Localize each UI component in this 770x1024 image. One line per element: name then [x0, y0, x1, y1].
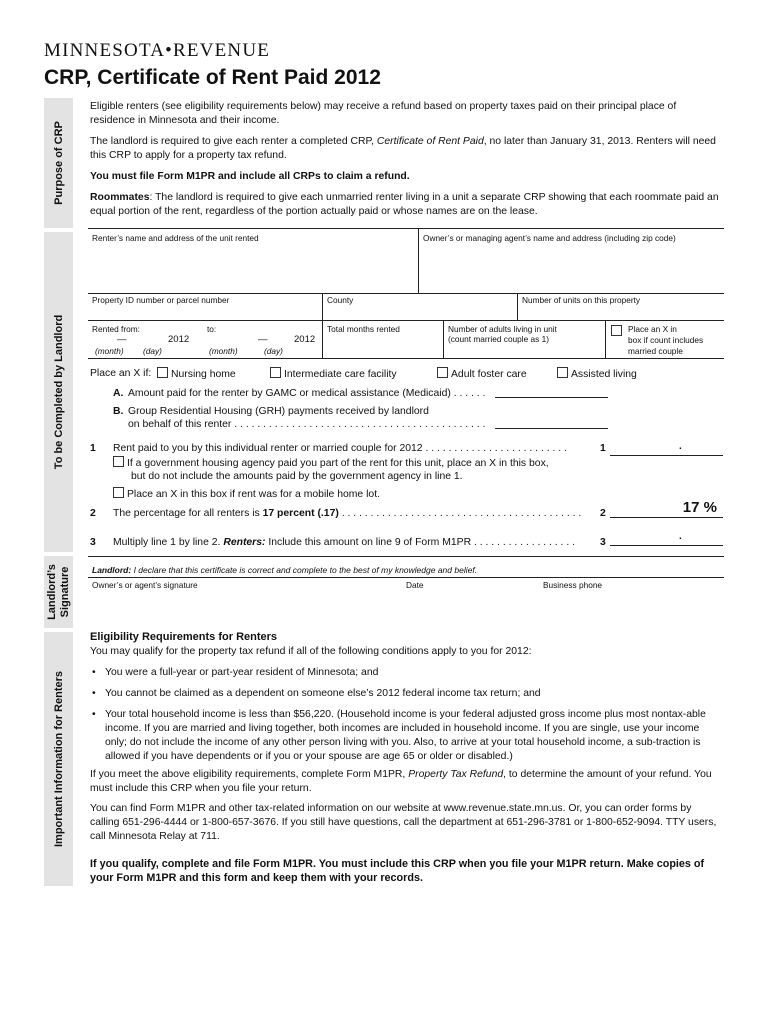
line-b-letter: B. [113, 406, 124, 417]
line-1-decimal: . [679, 441, 682, 452]
total-months-field[interactable] [325, 335, 440, 356]
nursing-home-option[interactable] [157, 367, 236, 381]
line-1-ref: 1 [600, 443, 606, 454]
line-1-amount-field[interactable] [610, 441, 723, 456]
form-divider [605, 320, 606, 358]
eligibility-bullets [90, 666, 720, 764]
form-divider [517, 293, 518, 320]
sidebar-important-label: Important Information for Renters [52, 670, 65, 848]
line-1-text: Rent paid to you by this individual renter or married couple for 2012 . . . . . . . . . . . . . . . . . . . . . . . . . [113, 443, 567, 454]
signature-line[interactable] [88, 577, 724, 578]
sidebar-purpose [44, 98, 73, 228]
owner-name-field[interactable] [421, 246, 721, 291]
eligibility-bullet: • You cannot be claimed as a dependent on someone else’s 2012 federal income tax return; and [90, 687, 720, 701]
line-3-amount-field[interactable] [610, 531, 723, 546]
line-2-number: 2 [90, 508, 96, 519]
married-label-line2: box if count includes [628, 335, 704, 345]
owner-signature-label: Owner’s or agent’s signature [92, 580, 198, 590]
intermediate-care-option[interactable] [270, 367, 397, 381]
brand-logo: MINNESOTA•REVENUE [44, 40, 271, 61]
line-2-text [113, 507, 581, 520]
line-b-field[interactable] [495, 428, 608, 429]
total-months-label: Total months rented [327, 324, 400, 334]
purpose-paragraph-2 [90, 135, 720, 163]
sidebar-signature-line1: Landlord’s [45, 564, 58, 620]
line-3-number: 3 [90, 537, 96, 548]
form-divider [443, 320, 444, 358]
adult-foster-checkbox[interactable] [437, 367, 448, 378]
renter-name-label: Renter’s name and address of the unit rented [92, 233, 259, 243]
purpose-paragraph-3: You must file Form M1PR and include all CRPs to claim a refund. [90, 171, 410, 182]
sidebar-landlord-label: To be Completed by Landlord [52, 314, 65, 470]
eligibility-heading: Eligibility Requirements for Renters [90, 631, 278, 643]
eligibility-bullet: • Your total household income is less than $56,220. (Household income is your federal adjusted gross income plus most nontax-able income. If you are married and living together, both incomes are included in household income. If you are single, use your income only; do not include the income of any other person living with you. Also, to arrive at your total household income, a sub-traction is allowed if you have dependents or if you or your spouse are age 65 or older or disabled.) [90, 708, 720, 764]
purpose-paragraph-1: Eligible renters (see eligibility requirements below) may receive a refund based on property taxes paid on their principal place of residence in Minnesota and their income. [90, 101, 677, 126]
sidebar-signature [44, 556, 73, 628]
adult-foster-label: Adult foster care [451, 369, 527, 380]
line-2-ref: 2 [600, 508, 606, 519]
assisted-living-option[interactable] [557, 367, 637, 381]
form-rule [88, 228, 724, 229]
renter-name-field[interactable] [90, 246, 416, 291]
line-1-number: 1 [90, 443, 96, 454]
married-label-line1: Place an X in [628, 324, 677, 334]
government-agency-label-2: but do not include the amounts paid by the government agency in line 1. [131, 471, 463, 482]
date-label: Date [406, 580, 424, 590]
assisted-living-label: Assisted living [571, 369, 637, 380]
m1pr-italic: Property Tax Refund [408, 769, 504, 780]
line-a-text: Amount paid for the renter by GAMC or medical assistance (Medicaid) . . . . . . [128, 388, 486, 399]
rental-period-field[interactable] [90, 332, 320, 344]
line-a-field[interactable] [495, 397, 608, 398]
m1pr-text-a: If you meet the above eligibility requirements, complete Form M1PR, [90, 769, 409, 780]
mobile-home-option[interactable] [113, 487, 380, 501]
purpose-p4-text: : The landlord is required to give each unmarried renter living in a unit a separate CRP showing that each roommate paid an equal portion of the rent, regardless of the portion actually paid or whose names are on the lease. [90, 192, 719, 217]
line-3-ref: 3 [600, 537, 606, 548]
to-year: 2012 [294, 334, 316, 345]
government-agency-label: If a government housing agency paid you part of the rent for this unit, place an X in this box, [127, 458, 549, 469]
declaration-bold: Landlord: [92, 565, 132, 575]
from-dash: — [117, 334, 127, 345]
nursing-home-label: Nursing home [171, 369, 236, 380]
purpose-p2-text: The landlord is required to give each renter a completed CRP, [90, 136, 377, 147]
line-2-percent-value: 17 % [682, 499, 717, 516]
to-dash: — [258, 334, 268, 345]
adults-label-line2: (count married couple as 1) [448, 334, 549, 344]
adult-foster-option[interactable] [437, 367, 527, 381]
from-year: 2012 [168, 334, 190, 345]
line-3-decimal: . [679, 531, 682, 542]
mobile-home-checkbox[interactable] [113, 487, 124, 498]
government-agency-checkbox[interactable] [113, 456, 124, 467]
line-2-percent-field [610, 499, 723, 518]
business-phone-label: Business phone [543, 580, 603, 590]
landlord-declaration [92, 564, 477, 577]
line-3-text-a: Multiply line 1 by line 2. [113, 537, 224, 548]
line-a-letter: A. [113, 388, 124, 399]
county-field[interactable] [325, 305, 515, 319]
line-2-text-a: The percentage for all renters is [113, 508, 263, 519]
adults-count-field[interactable] [446, 345, 602, 357]
purpose-p2-italic: Certificate of Rent Paid [376, 136, 484, 147]
m1pr-paragraph [90, 768, 720, 796]
sidebar-important [44, 632, 73, 886]
line-b-text-1: Group Residential Housing (GRH) payments received by landlord [128, 406, 429, 417]
from-month-label: (month) [95, 346, 124, 356]
contact-paragraph: You can find Form M1PR and other tax-related information on our website at www.revenue.state.mn.us. Or, you can order forms by calling 651-296-4444 or 1-800-657-3676. If you still have questions, call the department at 651-296-3781 or 1-800-652-9094. TTY users, call Minnesota Relay at 711. [90, 803, 717, 842]
married-label-line3: married couple [628, 346, 683, 356]
to-month-label: (month) [209, 346, 238, 356]
adults-label-line1: Number of adults living in unit [448, 324, 557, 334]
sidebar-purpose-label: Purpose of CRP [52, 121, 65, 205]
form-rule [88, 320, 724, 321]
line-b-text-2: on behalf of this renter . . . . . . . . . . . . . . . . . . . . . . . . . . . . . . . . . . . . . . . . . . . . [128, 419, 486, 430]
declaration-text: I declare that this certificate is correct and complete to the best of my knowledge and belief. [131, 565, 478, 575]
form-title: CRP, Certificate of Rent Paid 2012 [44, 66, 381, 89]
signature-top-rule [88, 556, 724, 557]
units-field[interactable] [520, 305, 720, 319]
line-3-text-b: Include this amount on line 9 of Form M1PR . . . . . . . . . . . . . . . . . . [265, 537, 575, 548]
county-label: County [327, 295, 354, 305]
intermediate-care-checkbox[interactable] [270, 367, 281, 378]
place-x-label: Place an X if: [90, 368, 152, 379]
line-2-dots: . . . . . . . . . . . . . . . . . . . . . . . . . . . . . . . . . . . . . . . . . . [338, 508, 582, 519]
purpose-p4-bold: Roommates [90, 192, 150, 203]
to-day-label: (day) [264, 346, 283, 356]
from-day-label: (day) [143, 346, 162, 356]
m1pr-text-b: , to determine the amount of your refund. You must include this CRP when you file your return. [90, 769, 712, 794]
property-id-field[interactable] [90, 305, 318, 319]
purpose-p2-text-b: , no later than January 31, 2013. Renters will need this CRP to apply for a property tax refund. [90, 136, 716, 161]
form-divider [322, 293, 323, 358]
intermediate-care-label: Intermediate care facility [284, 369, 397, 380]
sidebar-landlord [44, 232, 73, 552]
units-label: Number of units on this property [522, 295, 641, 305]
form-rule [88, 293, 724, 294]
line-3-renters-bold: Renters: [223, 537, 266, 548]
purpose-paragraph-4 [90, 191, 720, 219]
assisted-living-checkbox[interactable] [557, 367, 568, 378]
rented-from-label: Rented from: [92, 324, 140, 334]
eligibility-bullet: • You were a full-year or part-year resident of Minnesota; and [90, 666, 720, 680]
government-agency-option[interactable] [113, 456, 549, 470]
property-id-label: Property ID number or parcel number [92, 295, 230, 305]
mobile-home-label: Place an X in this box if rent was for a mobile home lot. [127, 489, 380, 500]
eligibility-intro: You may qualify for the property tax refund if all of the following conditions apply to you for 2012: [90, 646, 532, 657]
form-divider [418, 228, 419, 293]
closing-paragraph: If you qualify, complete and file Form M1PR. You must include this CRP when you file your M1PR return. Make copies of your Form M1PR and this form and keep them with your records. [90, 858, 705, 884]
line-3-text [113, 536, 575, 549]
form-rule [88, 358, 724, 359]
sidebar-signature-label [46, 564, 72, 620]
married-couple-checkbox[interactable] [611, 325, 625, 338]
line-2-text-bold: 17 percent (.17) [262, 508, 339, 519]
sidebar-signature-line2: Signature [58, 566, 71, 618]
nursing-home-checkbox[interactable] [157, 367, 168, 378]
rented-to-label: to: [207, 324, 217, 334]
owner-name-label: Owner’s or managing agent’s name and address (including zip code) [423, 233, 676, 243]
